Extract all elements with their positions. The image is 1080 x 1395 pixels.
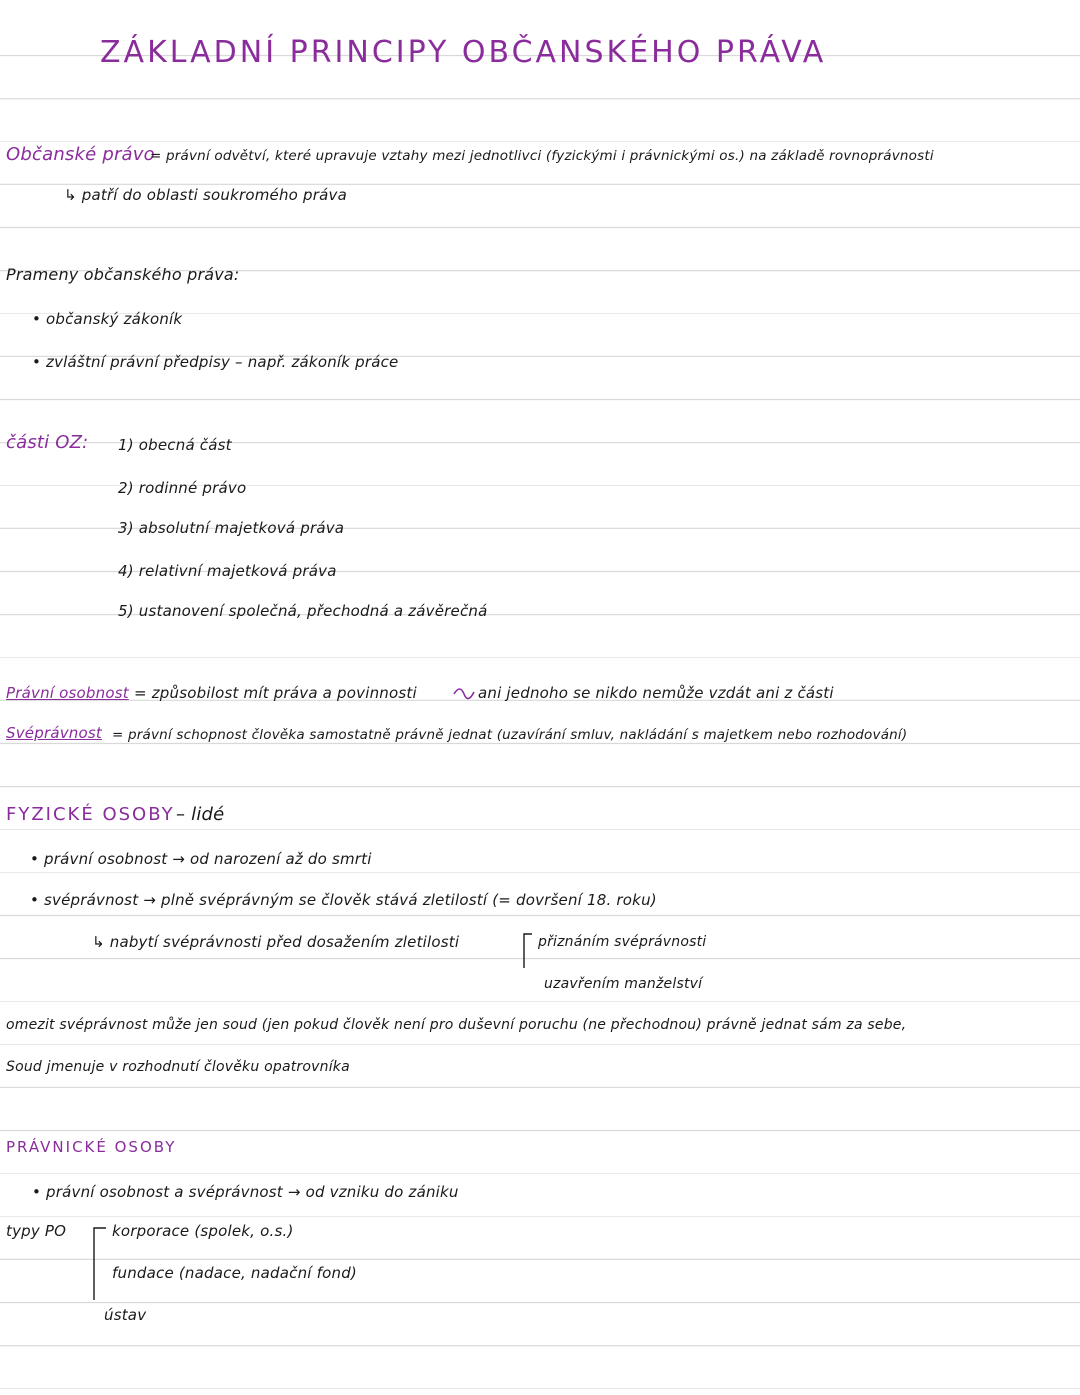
legal-persons-heading: PRÁVNICKÉ OSOBY	[6, 1138, 177, 1156]
sources-heading: Prameny občanského práva:	[6, 265, 240, 284]
capacity-limit-line: omezit svéprávnost může jen soud (jen pokud člověk není pro duševní poruchu (ne přechodnou) právně jednat sám za sebe,	[6, 1017, 907, 1033]
civil-law-note: ↳ patří do oblasti soukromého práva	[64, 186, 347, 204]
legal-person-type: ústav	[104, 1306, 147, 1324]
legal-personality-definition: = způsobilost mít práva a povinnosti	[134, 684, 417, 702]
parts-item: 1) obecná část	[118, 436, 232, 454]
natural-persons-heading-suffix: – lidé	[176, 804, 225, 825]
legal-persons-types-label: typy PO	[6, 1222, 67, 1240]
legal-personality-note: ani jednoho se nikdo nemůže vzdát ani z části	[478, 684, 834, 702]
natural-persons-item: • právní osobnost → od narození až do smrti	[30, 850, 372, 868]
parts-heading: části OZ:	[6, 432, 89, 453]
bracket-icon	[88, 1222, 108, 1302]
parts-item: 5) ustanovení společná, přechodná a závěrečná	[118, 602, 488, 620]
natural-persons-heading: FYZICKÉ OSOBY	[6, 804, 175, 825]
sources-item: • občanský zákoník	[32, 310, 183, 328]
civil-law-definition: = právní odvětví, které upravuje vztahy mezi jednotlivci (fyzickými i právnickými os.) na základě rovnoprávnosti	[150, 148, 934, 164]
parts-item: 2) rodinné právo	[118, 479, 247, 497]
natural-persons-sublead: ↳ nabytí svéprávnosti před dosažením zletilosti	[92, 933, 460, 951]
parts-item: 3) absolutní majetková práva	[118, 519, 345, 537]
legal-persons-item: • právní osobnost a svéprávnost → od vzniku do zániku	[32, 1183, 459, 1201]
natural-persons-option: přiznáním svéprávnosti	[538, 934, 707, 950]
natural-persons-option: uzavřením manželství	[544, 976, 703, 992]
bracket-icon	[520, 930, 534, 970]
parts-item: 4) relativní majetková práva	[118, 562, 337, 580]
capacity-term: Svéprávnost	[6, 724, 102, 742]
capacity-definition: = právní schopnost člověka samostatně právně jednat (uzavírání smluv, nakládání s majetkem nebo rozhodování)	[112, 727, 908, 743]
capacity-limit-line: Soud jmenuje v rozhodnutí člověku opatrovníka	[6, 1059, 350, 1075]
legal-person-type: fundace (nadace, nadační fond)	[112, 1264, 357, 1282]
sources-item: • zvláštní právní předpisy – např. zákoník práce	[32, 353, 399, 371]
page-title: ZÁKLADNÍ PRINCIPY OBČANSKÉHO PRÁVA	[100, 35, 827, 70]
natural-persons-item: • svéprávnost → plně svéprávným se člověk stává zletilostí (= dovršení 18. roku)	[30, 891, 657, 909]
legal-personality-term: Právní osobnost	[6, 684, 129, 702]
tilde-arrow-icon	[452, 684, 476, 704]
legal-person-type: korporace (spolek, o.s.)	[112, 1222, 294, 1240]
civil-law-term: Občanské právo	[6, 144, 155, 165]
